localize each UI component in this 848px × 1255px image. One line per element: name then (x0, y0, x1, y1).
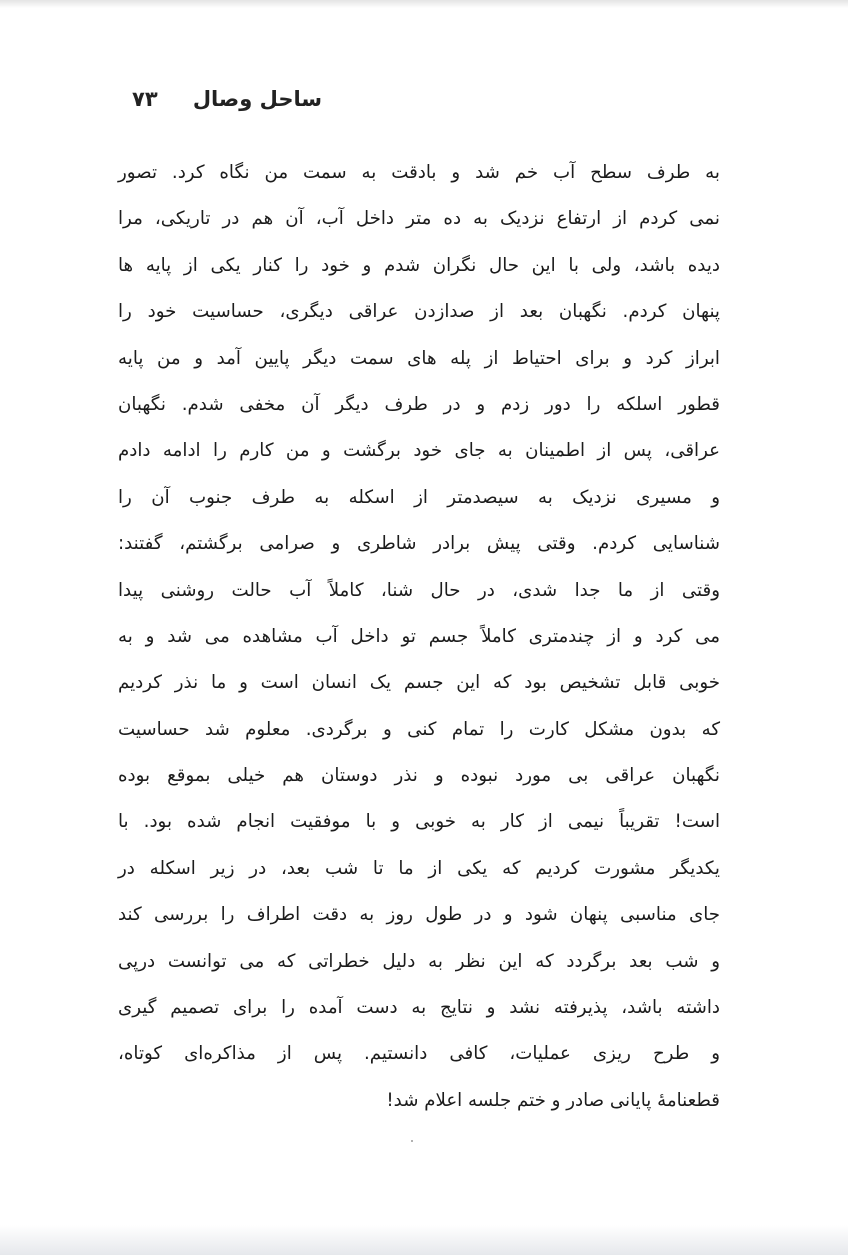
page-bottom-edge (0, 1225, 848, 1255)
text-line: و طرح ریزی عملیات، کافی دانستیم. پس از مذاکره‌ای کوتاه، (118, 1043, 720, 1065)
text-line: و مسیری نزدیک به سیصدمتر از اسکله به طرف جنوب آن را (118, 486, 720, 508)
text-line: است! تقریباً نیمی از کار به خوبی و با موفقیت انجام شده بود. با (118, 811, 720, 833)
scan-speck (411, 1140, 413, 1142)
text-line: وقتی از ما جدا شدی، در حال شنا، کاملاً آب حالت روشنی پیدا (118, 579, 720, 601)
text-line: که بدون مشکل کارت را تمام کنی و برگردی. معلوم شد حساسیت (118, 718, 720, 740)
page-number: ۷۳ (132, 87, 158, 111)
text-line: داشته باشد، پذیرفته نشد و نتایج به دست آمده را برای تصمیم گیری (118, 997, 720, 1019)
text-line: شناسایی کردم. وقتی پیش برادر شاطری و صرامی برگشتم، گفتند: (118, 533, 720, 555)
text-line: می کرد و از چندمتری کاملاً جسم تو داخل آب مشاهده می شد و به (118, 625, 720, 647)
text-line: ابراز کرد و برای احتیاط از پله های سمت دیگر پایین آمد و من پایه (118, 347, 720, 369)
text-line: به طرف سطح آب خم شد و بادقت به سمت من نگاه کرد. تصور (118, 162, 720, 183)
book-title: ساحل وصال (192, 87, 322, 111)
text-line: نگهبان عراقی بی مورد نبوده و نذر دوستان هم خیلی بموقع بوده (118, 765, 720, 787)
text-line: قطور اسلکه را دور زدم و در طرف دیگر آن مخفی شدم. نگهبان (118, 393, 720, 415)
text-line-last: قطعنامهٔ پایانی صادر و ختم جلسه اعلام شد! (386, 1089, 720, 1111)
page-top-edge (0, 0, 848, 8)
text-line: جای مناسبی پنهان شود و در طول روز به دقت اطراف را بررسی کند (118, 904, 720, 926)
text-line: عراقی، پس از اطمینان به جای خود برگشت و من کارم را ادامه دادم (118, 440, 720, 462)
text-line: یکدیگر مشورت کردیم که یکی از ما تا شب بعد، در زیر اسکله در (118, 857, 720, 879)
text-line: و شب بعد برگردد که این نظر به دلیل خطراتی که می توانست درپی (118, 950, 720, 972)
running-header (132, 82, 322, 116)
text-line: دیده باشد، ولی با این حال نگران شدم و خود را کنار یکی از پایه ها (118, 254, 720, 276)
text-line: پنهان کردم. نگهبان بعد از صدازدن عراقی دیگری، حساسیت خود را (118, 301, 720, 323)
body-paragraph (118, 150, 720, 1124)
text-line: خوبی قابل تشخیص بود که این جسم یک انسان است و ما نذر کردیم (118, 672, 720, 694)
text-line: نمی کردم از ارتفاع نزدیک به ده متر داخل آب، آن هم در تاریکی، مرا (118, 208, 720, 230)
